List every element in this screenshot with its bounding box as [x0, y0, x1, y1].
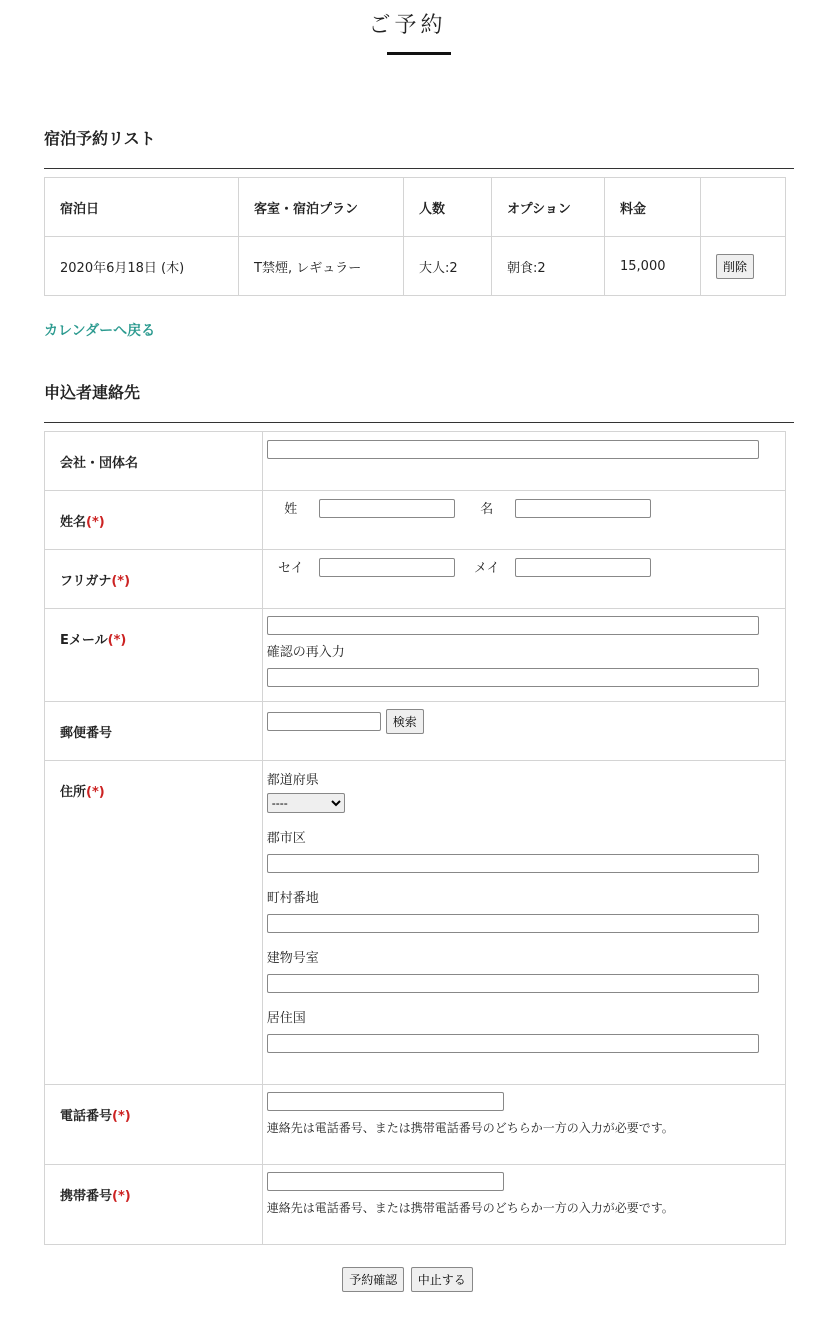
country-input[interactable]: [267, 1034, 759, 1053]
zip-input[interactable]: [267, 712, 381, 731]
name-label: 姓名(*): [45, 491, 263, 550]
footer-buttons: [0, 1267, 815, 1292]
address-field-cell: [262, 761, 785, 1085]
booking-delete-cell: [701, 237, 786, 296]
column-header-plan: 客室・宿泊プラン: [239, 178, 404, 237]
mobile-label: 携帯番号(*): [45, 1165, 263, 1245]
booking-table: [44, 177, 786, 296]
column-header-price: 料金: [605, 178, 701, 237]
mobile-note: 連絡先は電話番号、または携帯電話番号のどちらか一方の入力が必要です。: [266, 1201, 674, 1215]
table-row: [45, 237, 786, 296]
booking-guests: 大人:2: [404, 237, 492, 296]
email-input[interactable]: [267, 616, 759, 635]
email-label: Eメール(*): [45, 609, 263, 702]
company-field-cell: [262, 432, 785, 491]
email-confirm-label: 確認の再入力: [266, 645, 345, 660]
town-label: 町村番地: [266, 891, 319, 906]
first-name-input[interactable]: [515, 499, 651, 518]
zip-label: 郵便番号: [45, 702, 263, 761]
column-header-date: 宿泊日: [45, 178, 239, 237]
first-name-label: 名: [480, 502, 494, 517]
prefecture-select[interactable]: [267, 793, 345, 813]
mobile-row: [45, 1165, 786, 1245]
city-label: 郡市区: [266, 831, 306, 846]
back-to-calendar-link[interactable]: カレンダーへ戻る: [44, 323, 156, 339]
column-header-guests: 人数: [404, 178, 492, 237]
city-input[interactable]: [267, 854, 759, 873]
mobile-field-cell: [262, 1165, 785, 1245]
cancel-button[interactable]: 中止する: [411, 1267, 473, 1292]
column-header-option: オプション: [492, 178, 605, 237]
company-label: 会社・団体名: [45, 432, 263, 491]
building-label: 建物号室: [266, 951, 319, 966]
first-kana-input[interactable]: [515, 558, 651, 577]
required-mark: (*): [112, 1189, 131, 1204]
booking-plan: T禁煙, レギュラー: [239, 237, 404, 296]
last-kana-input[interactable]: [319, 558, 455, 577]
required-mark: (*): [107, 633, 127, 648]
email-field-cell: [262, 609, 785, 702]
address-row: [45, 761, 786, 1085]
email-confirm-input[interactable]: [267, 668, 759, 687]
kana-field-cell: [262, 550, 785, 609]
zip-field-cell: [262, 702, 785, 761]
prefecture-label: 都道府県: [266, 773, 319, 788]
zip-row: [45, 702, 786, 761]
company-input[interactable]: [267, 440, 759, 459]
zip-search-button[interactable]: 検索: [386, 709, 424, 734]
phone-note: 連絡先は電話番号、または携帯電話番号のどちらか一方の入力が必要です。: [266, 1121, 674, 1135]
last-name-label: 姓: [284, 502, 298, 517]
booking-price: 15,000: [605, 237, 701, 296]
booking-date: 2020年6月18日 (木): [45, 237, 239, 296]
delete-button[interactable]: 削除: [716, 254, 754, 279]
phone-field-cell: [262, 1085, 785, 1165]
contact-heading: 申込者連絡先: [44, 383, 141, 402]
page-title: ご予約: [368, 13, 447, 38]
building-input[interactable]: [267, 974, 759, 993]
country-label: 居住国: [266, 1011, 306, 1026]
kana-row: [45, 550, 786, 609]
required-mark: (*): [111, 573, 131, 589]
address-label: 住所(*): [45, 761, 263, 1085]
name-row: [45, 491, 786, 550]
name-field-cell: [262, 491, 785, 550]
title-underline: [387, 52, 451, 55]
booking-header-row: [45, 178, 786, 237]
email-row: [45, 609, 786, 702]
mobile-input[interactable]: [267, 1172, 504, 1191]
required-mark: (*): [112, 1109, 131, 1124]
last-name-input[interactable]: [319, 499, 455, 518]
phone-input[interactable]: [267, 1092, 504, 1111]
last-kana-label: セイ: [277, 561, 304, 576]
column-header-actions: [701, 178, 786, 237]
contact-divider: [44, 422, 794, 423]
phone-row: [45, 1085, 786, 1165]
booking-option: 朝食:2: [492, 237, 605, 296]
company-row: [45, 432, 786, 491]
required-mark: (*): [86, 514, 105, 530]
town-input[interactable]: [267, 914, 759, 933]
kana-label: フリガナ(*): [45, 550, 263, 609]
booking-heading: 宿泊予約リスト: [44, 129, 156, 148]
required-mark: (*): [86, 785, 105, 800]
first-kana-label: メイ: [473, 561, 500, 576]
contact-table: [44, 431, 786, 1245]
phone-label: 電話番号(*): [45, 1085, 263, 1165]
booking-divider: [44, 168, 794, 169]
confirm-reservation-button[interactable]: 予約確認: [342, 1267, 404, 1292]
